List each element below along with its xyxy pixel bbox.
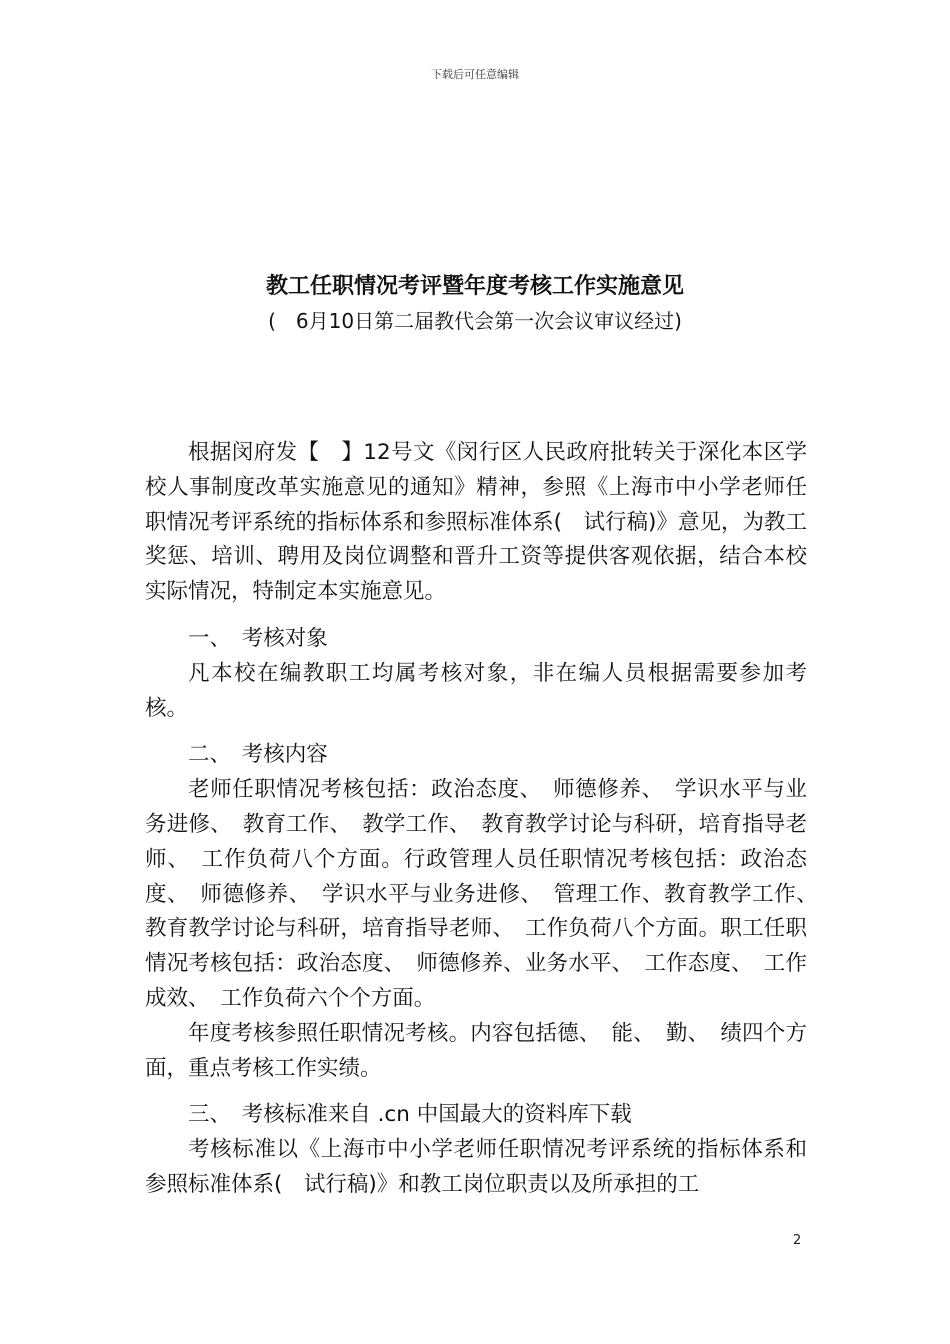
title-block: [0, 272, 950, 336]
section-paragraph-2b: 年度考核参照任职情况考核。内容包括德、 能、 勤、 绩四个方面，重点考核工作实绩。: [145, 1020, 807, 1081]
document-body: [145, 436, 829, 1203]
document-title: 教工任职情况考评暨年度考核工作实施意见: [265, 274, 684, 299]
section-heading-2: 二、 考核内容: [188, 742, 328, 768]
section-paragraph-3: 考核标准以《上海市中小学老师任职情况考评系统的指标体系和参照标准体系( 试行稿)》和教工岗位职责以及所承担的工: [145, 1137, 807, 1197]
page-header-note: 下载后可任意编辑: [431, 68, 519, 81]
section-heading-1: 一、 考核对象: [188, 625, 328, 651]
section-paragraph-1: 凡本校在编教职工均属考核对象，非在编人员根据需要参加考核。: [145, 660, 807, 721]
page-number: 2: [793, 1233, 802, 1248]
document-subtitle: ( 6月10日第二届教代会第一次会议审议经过): [268, 309, 682, 333]
intro-paragraph: 根据闵府发【 】12号文《闵行区人民政府批转关于深化本区学校人事制度改革实施意见的通知》精神，参照《上海市中小学老师任职情况考评系统的指标体系和参照标准体系( 试行稿)》意见，为教工奖惩、培训、聘用及岗位调整和晋升工资等提供客观依据，结合本校实际情况，特制定本实施意见。: [145, 440, 807, 605]
section-heading-3: 三、 考核标准来自 .cn 中国最大的资料库下载: [188, 1102, 632, 1128]
section-paragraph-2a: 老师任职情况考核包括：政治态度、 师德修养、 学识水平与业务进修、 教育工作、 教学工作、 教育教学讨论与科研，培育指导老师、 工作负荷八个方面。行政管理人员任职情况考核包括：政治态度、 师德修养、 学识水平与业务进修、 管理工作、教育教学工作、 教育教学讨论与科研，培育指导老师、 工作负荷八个方面。职工任职情况考核包括：政治态度、 师德修养、业务水平、 工作态度、 工作成效、 工作负荷六个个方面。: [145, 777, 829, 1011]
